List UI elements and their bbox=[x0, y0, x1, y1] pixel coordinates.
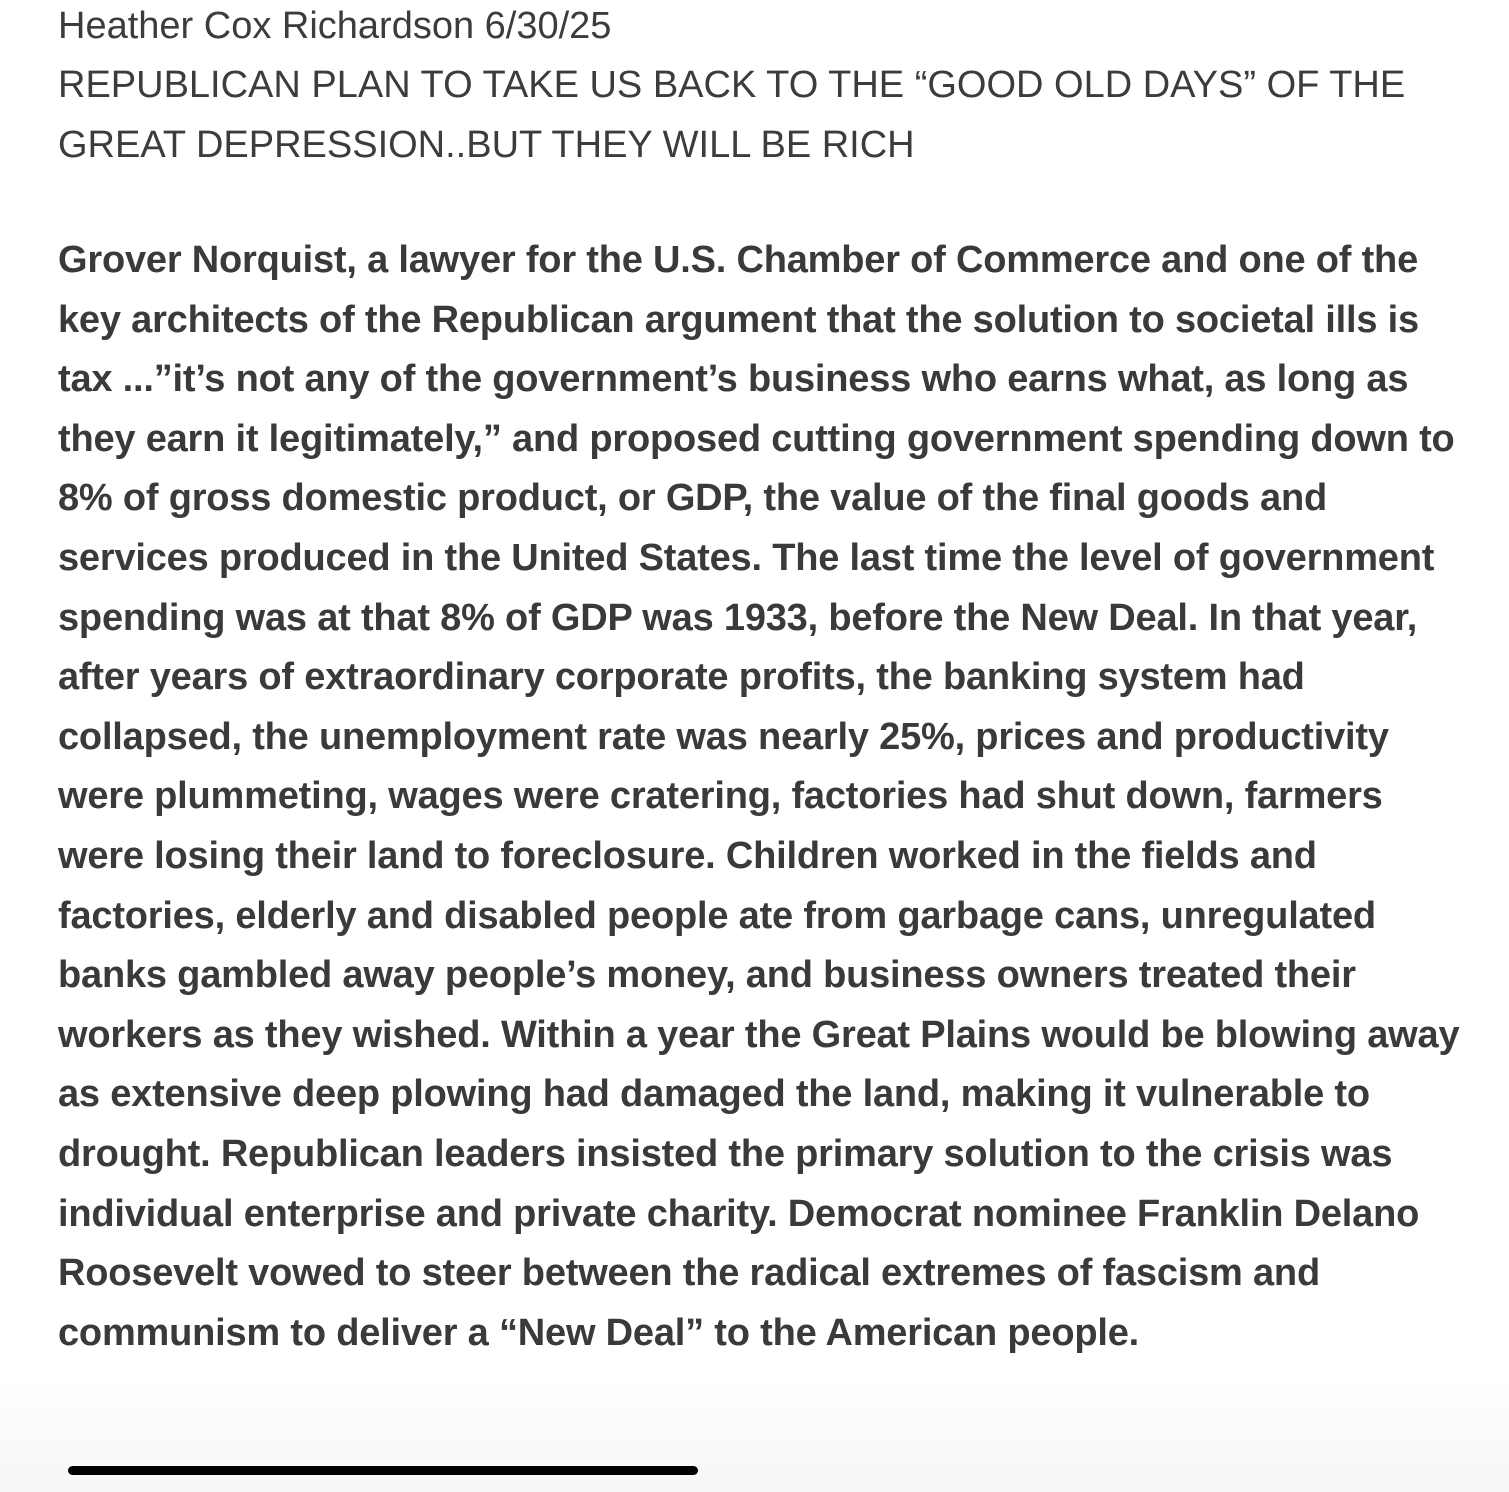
bottom-fade bbox=[0, 1382, 1509, 1492]
note-body-text: Grover Norquist, a lawyer for the U.S. Chamber of Commerce and one of the key architects of the Republican argument that the solution to societal ills is tax ...”it’s not any of the government’s business who earns what, as long as they earn it legitimately,” and proposed cutting government spending down to 8% of gross domestic product, or GDP, the value of the final goods and services produced in the United States. The last time the level of government spending was at that 8% of GDP was 1933, before the New Deal. In that year, after years of extraordinary corporate profits, the banking system had collapsed, the unemployment rate was nearly 25%, prices and productivity were plummeting, wages were cratering, factories had shut down, farmers were losing their land to foreclosure. Children worked in the fields and factories, elderly and disabled people ate from garbage cans, unregulated banks gambled away people’s money, and business owners treated their workers as they wished. Within a year the Great Plains would be blowing away as extensive deep plowing had damaged the land, making it vulnerable to drought. Republican leaders insisted the primary solution to the crisis was individual enterprise and private charity. Democrat nominee Franklin Delano Roosevelt vowed to steer between the radical extremes of fascism and communism to deliver a “New Deal” to the American people. bbox=[58, 239, 1460, 1354]
note-author-line: Heather Cox Richardson 6/30/25 bbox=[58, 5, 612, 47]
note-headline: REPUBLICAN PLAN TO TAKE US BACK TO THE “GOOD OLD DAYS” OF THE GREAT DEPRESSION..BUT THEY WILL BE RICH bbox=[58, 64, 1406, 166]
home-indicator[interactable] bbox=[68, 1466, 698, 1475]
note-content[interactable] bbox=[58, 0, 1488, 1363]
